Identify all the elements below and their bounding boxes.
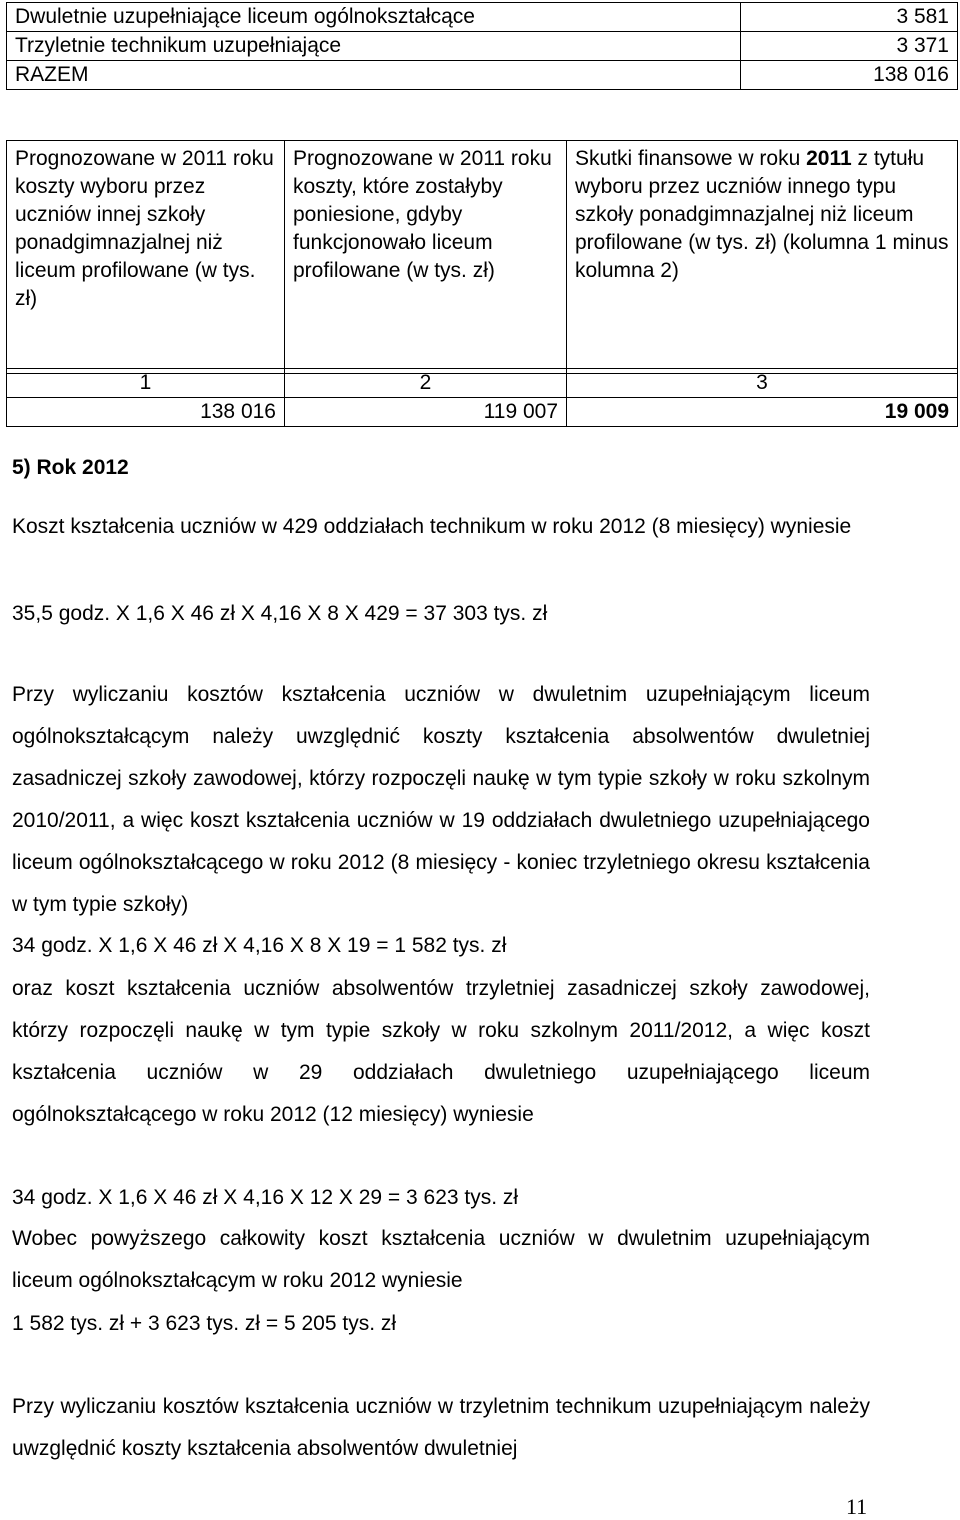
row-value: 138 016 xyxy=(741,61,958,90)
row-label: Dwuletnie uzupełniające liceum ogólnokształcące xyxy=(7,3,741,32)
table-header-row xyxy=(7,141,958,374)
row-value: 3 581 xyxy=(741,3,958,32)
value-cell: 119 007 xyxy=(285,398,567,427)
page-number: 11 xyxy=(846,1494,868,1519)
calculation-line: 1 582 tys. zł + 3 623 tys. zł = 5 205 tys. zł xyxy=(12,1312,397,1335)
row-label: Trzyletnie technikum uzupełniające xyxy=(7,32,741,61)
col-number: 1 xyxy=(7,369,285,398)
calculation-line: 35,5 godz. X 1,6 X 46 zł X 4,16 X 8 X 429 = 37 303 tys. zł xyxy=(12,602,548,625)
costs-header-table xyxy=(6,140,958,374)
paragraph: Przy wyliczaniu kosztów kształcenia uczniów w trzyletnim technikum uzupełniającym należy uwzględnić koszty kształcenia absolwentów dwuletniej xyxy=(12,1395,870,1460)
values-row xyxy=(7,398,958,427)
paragraph: Wobec powyższego całkowity koszt kształcenia uczniów w dwuletnim uzupełniającym liceum ogólnokształcącym w roku 2012 wyniesie xyxy=(12,1227,870,1292)
paragraph: oraz koszt kształcenia uczniów absolwentów trzyletniej zasadniczej szkoły zawodowej, którzy rozpoczęli naukę w tym typie szkoły w roku szkolnym 2011/2012, a więc koszt kształcenia uczniów w 29 oddziałach dwuletniego uzupełniającego liceum ogólnokształcącego w roku 2012 (12 miesięcy) wyniesie xyxy=(12,977,870,1126)
header-col-3 xyxy=(567,141,958,374)
header-col-3-year: 2011 xyxy=(806,147,852,170)
table-row xyxy=(7,61,958,90)
col-number: 3 xyxy=(567,369,958,398)
header-col-2: Prognozowane w 2011 roku koszty, które zostałyby poniesione, gdyby funkcjonowało liceum profilowane (w tys. zł) xyxy=(285,141,567,374)
header-col-3-post: z tytułu wyboru przez uczniów innego typu szkoły ponadgimnazjalnej niż liceum profilowane (w tys. zł) (kolumna 1 minus kolumna 2) xyxy=(575,147,949,282)
value-cell: 138 016 xyxy=(7,398,285,427)
paragraph: Przy wyliczaniu kosztów kształcenia uczniów w dwuletnim uzupełniającym liceum ogólnokształcącym należy uwzględnić koszty kształcenia absolwentów dwuletniej zasadniczej szkoły zawodowej, którzy rozpoczęli naukę w tym typie szkoły w roku szkolnym 2010/2011, a więc koszt kształcenia uczniów w 19 oddziałach dwuletniego uzupełniającego liceum ogólnokształcącego w roku 2012 (8 miesięcy - koniec trzyletniego okresu kształcenia w tym typie szkoły) xyxy=(12,683,870,916)
header-col-1: Prognozowane w 2011 roku koszty wyboru przez uczniów innej szkoły ponadgimnazjalnej niż liceum profilowane (w tys. zł) xyxy=(7,141,285,374)
row-value: 3 371 xyxy=(741,32,958,61)
column-numbers-row xyxy=(7,369,958,398)
value-cell: 19 009 xyxy=(567,398,958,427)
table-row xyxy=(7,3,958,32)
calculation-line: 34 godz. X 1,6 X 46 zł X 4,16 X 8 X 19 = 1 582 tys. zł xyxy=(12,934,507,957)
section-heading: 5) Rok 2012 xyxy=(12,456,129,479)
summary-table xyxy=(6,2,958,90)
col-number: 2 xyxy=(285,369,567,398)
paragraph: Koszt kształcenia uczniów w 429 oddziałach technikum w roku 2012 (8 miesięcy) wyniesie xyxy=(12,515,852,538)
table-row xyxy=(7,32,958,61)
row-label: RAZEM xyxy=(7,61,741,90)
header-col-3-pre: Skutki finansowe w roku xyxy=(575,147,807,170)
costs-values-table xyxy=(6,368,958,427)
calculation-line: 34 godz. X 1,6 X 46 zł X 4,16 X 12 X 29 = 3 623 tys. zł xyxy=(12,1186,519,1209)
